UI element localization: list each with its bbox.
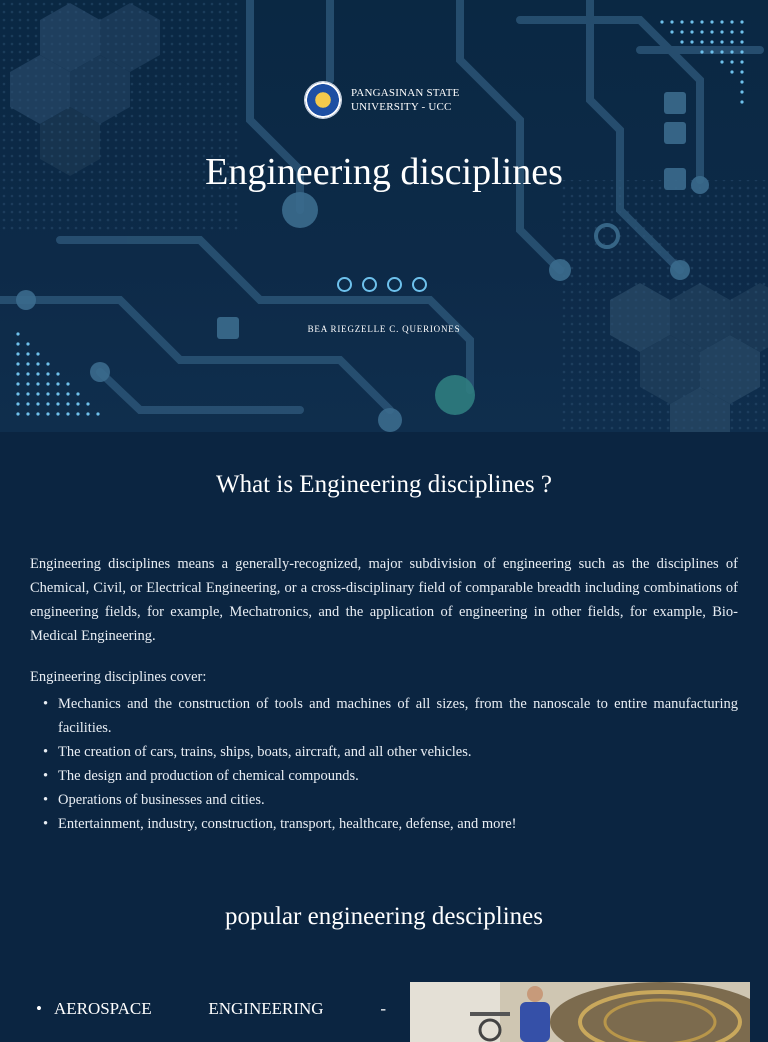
aerospace-item — [36, 999, 386, 1019]
university-header — [305, 82, 460, 118]
accent-dot-grid-bottom-left — [16, 332, 99, 415]
bullet-icon: • — [36, 999, 42, 1018]
university-name-line2: UNIVERSITY - UCC — [351, 101, 452, 113]
ring-icon — [387, 277, 402, 292]
list-item: • Entertainment, industry, construction, transport, healthcare, defense, and more! — [30, 812, 738, 836]
cover-intro: Engineering disciplines cover: — [30, 669, 207, 685]
author-name: BEA RIEGZELLE C. QUERIONES — [307, 324, 461, 334]
list-item: • The creation of cars, trains, ships, boats, aircraft, and all other vehicles. — [30, 740, 738, 764]
circuit-background — [0, 0, 768, 432]
aerospace-photo-illustration — [410, 982, 750, 1042]
aerospace-word: AEROSPACE — [53, 999, 152, 1018]
ring-icon — [337, 277, 352, 292]
list-item: • Mechanics and the construction of tools and machines of all sizes, from the nanoscale to entire manufacturing facilities. — [30, 692, 738, 740]
popular-heading: popular engineering desciplines — [225, 903, 543, 930]
list-item: • The design and production of chemical compounds. — [30, 764, 738, 788]
cover-list — [30, 692, 738, 836]
list-item: • Operations of businesses and cities. — [30, 788, 738, 812]
engineering-word: ENGINEERING — [208, 999, 324, 1018]
decorative-circles — [337, 277, 427, 292]
aerospace-photo — [410, 982, 750, 1042]
ring-icon — [412, 277, 427, 292]
university-name — [351, 86, 460, 114]
definition-paragraph: Engineering disciplines means a generally-recognized, major subdivision of engineering such as the disciplines of Chemical, Civil, or Electrical Engineering, or a cross-disciplinary field of comparable breadth including combinations of engineering fields, for example, Mechatronics, and the application of engineering in other fields, for example, Bio-Medical Engineering. — [30, 556, 738, 644]
slide-title: Engineering disciplines — [205, 151, 563, 193]
ring-icon — [362, 277, 377, 292]
what-is-heading: What is Engineering disciplines ? — [215, 471, 553, 498]
title-slide — [0, 0, 768, 432]
item-dash: - — [380, 999, 386, 1018]
university-name-line1: PANGASINAN STATE — [351, 87, 460, 99]
university-seal-logo — [305, 82, 341, 118]
